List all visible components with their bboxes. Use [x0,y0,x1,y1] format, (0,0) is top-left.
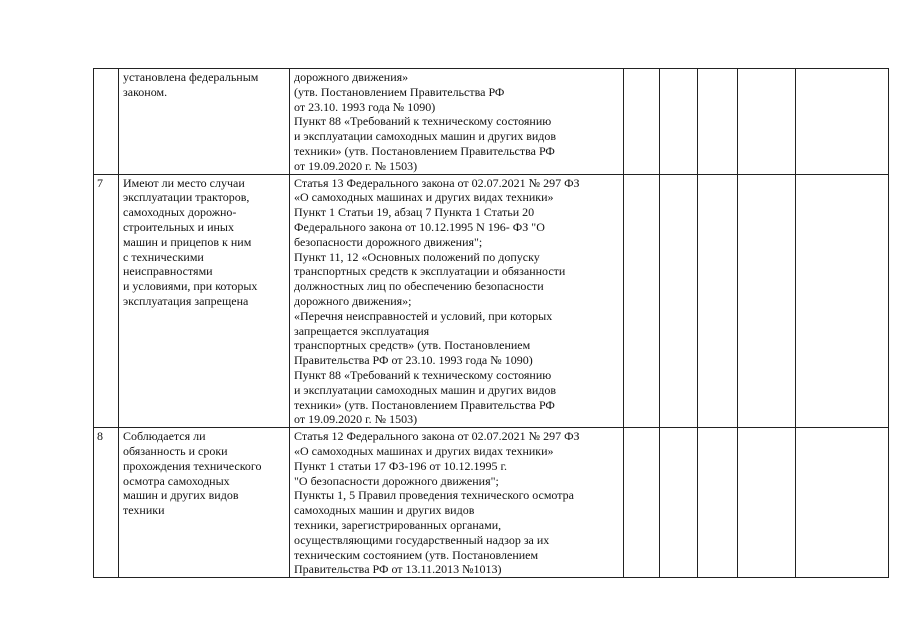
question-line: эксплуатации тракторов, [123,190,250,205]
empty-cell [796,428,889,578]
reference-line: техники» (утв. Постановлением Правительства РФ [294,143,555,158]
reference-line: (утв. Постановлением Правительства РФ [294,84,505,99]
empty-cell [738,69,796,175]
reference-line: Пункт 88 «Требований к техническому состоянию [294,367,552,382]
reference-line: Статья 13 Федерального закона от 02.07.2021 № 297 ФЗ [294,175,580,190]
table-row-continuation [94,69,889,175]
reference-line: и эксплуатации самоходных машин и других видов [294,129,557,144]
row-number: 7 [97,175,103,190]
empty-cell [698,174,738,428]
reference-line: дорожного движения» [294,70,409,84]
question-line: прохождения технического [123,458,262,473]
table-row-7 [94,174,889,428]
reference-line: Правительства РФ от 23.10. 1993 года № 1090) [294,353,533,368]
reference-line: Статья 12 Федерального закона от 02.07.2021 № 297 ФЗ [294,429,580,444]
table-row-8 [94,428,889,578]
reference-line: от 19.09.2020 г. № 1503) [294,412,418,427]
empty-cell [698,428,738,578]
question-line: Соблюдается ли [123,429,206,444]
reference-line: техники» (утв. Постановлением Правительства РФ [294,397,555,412]
reference-line: Пункты 1, 5 Правил проведения технического осмотра [294,488,574,503]
empty-cell [624,428,660,578]
question-line: и условиями, при которых [123,279,258,294]
question-line: машин и прицепов к ним [123,234,252,249]
empty-cell [738,428,796,578]
reference-line: техническим состоянием (утв. Постановлением [294,547,539,562]
reference-line: безопасности дорожного движения"; [294,234,483,249]
reference-line: техники, зарегистрированных органами, [294,517,502,532]
reference-line: "О безопасности дорожного движения"; [294,473,499,488]
reference-cell [290,174,624,428]
question-cell [119,428,290,578]
reference-line: от 19.09.2020 г. № 1503) [294,158,418,173]
reference-line: от 23.10. 1993 года № 1090) [294,99,436,114]
reference-cell [290,428,624,578]
reference-line: должностных лиц по обеспечению безопасности [294,279,544,294]
reference-line: Федерального закона от 10.12.1995 N 196- ФЗ "О [294,219,545,234]
empty-cell [660,428,698,578]
empty-cell [660,69,698,175]
empty-cell [660,174,698,428]
reference-line: «Перечня неисправностей и условий, при которых [294,308,553,323]
reference-line: Пункт 1 статьи 17 ФЗ-196 от 10.12.1995 г. [294,458,508,473]
reference-line: Пункт 11, 12 «Основных положений по допуску [294,249,540,264]
row-number: 8 [97,429,103,444]
question-line: самоходных дорожно- [123,205,237,220]
reference-line: дорожного движения»; [294,293,412,308]
question-line: неисправностями [123,264,213,279]
empty-cell [698,69,738,175]
question-cell [119,174,290,428]
empty-cell [796,174,889,428]
reference-line: Правительства РФ от 13.11.2013 №1013) [294,562,502,577]
reference-line: осуществляющими государственный надзор за их [294,532,550,547]
reference-cell [290,69,624,175]
reference-line: транспортных средств» (утв. Постановлением [294,338,531,353]
empty-cell [796,69,889,175]
empty-cell [624,174,660,428]
row-number-cell [94,174,119,428]
question-line: Имеют ли место случаи [123,175,245,190]
question-line: осмотра самоходных [123,473,230,488]
empty-cell [738,174,796,428]
reference-line: «О самоходных машинах и других видах техники» [294,190,554,205]
reference-line: Пункт 88 «Требований к техническому состоянию [294,114,552,129]
reference-line: Пункт 1 Статьи 19, абзац 7 Пункта 1 Статьи 20 [294,205,535,220]
reference-line: транспортных средств к эксплуатации и обязанности [294,264,566,279]
question-line: установлена федеральным [123,70,259,84]
question-line: техники [123,503,165,518]
question-line: эксплуатация запрещена [123,293,249,308]
reference-line: самоходных машин и других видов [294,503,475,518]
row-number-cell [94,69,119,175]
question-line: с техническими [123,249,204,264]
question-line: обязанность и сроки [123,443,228,458]
question-line: строительных и иных [123,219,234,234]
reference-line: и эксплуатации самоходных машин и других видов [294,382,557,397]
question-line: машин и других видов [123,488,239,503]
row-number-cell [94,428,119,578]
checklist-table [93,68,889,578]
reference-line: запрещается эксплуатация [294,323,430,338]
reference-line: «О самоходных машинах и других видах техники» [294,443,554,458]
empty-cell [624,69,660,175]
question-cell [119,69,290,175]
question-line: законом. [123,84,168,99]
